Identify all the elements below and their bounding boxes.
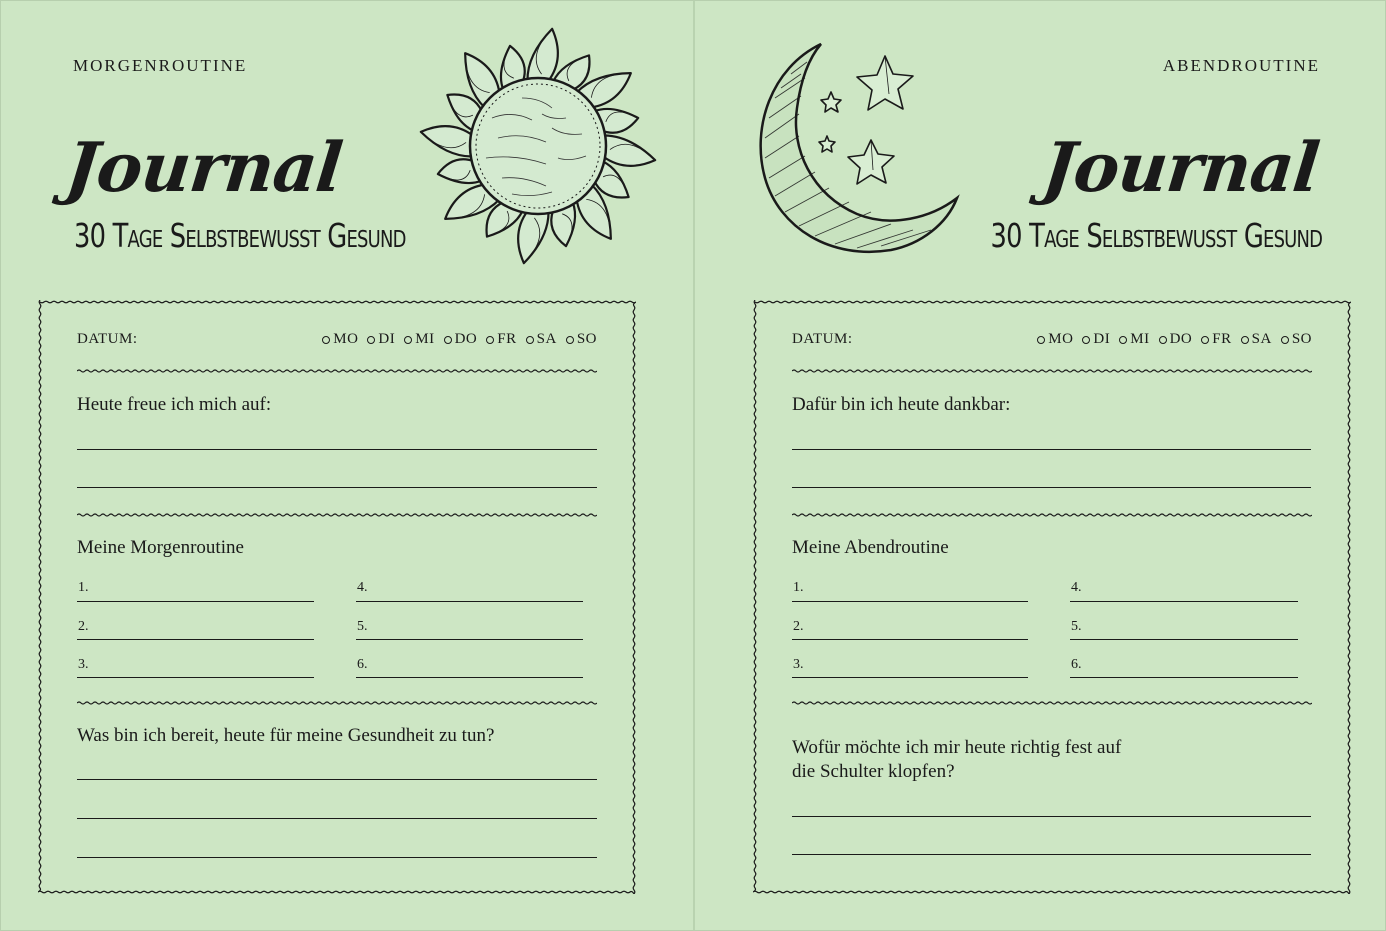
write-line[interactable] bbox=[792, 854, 1311, 855]
write-line[interactable] bbox=[77, 449, 597, 450]
wavy-divider bbox=[792, 366, 1312, 376]
routine-line[interactable] bbox=[356, 639, 583, 640]
day-checkbox-fr[interactable]: FR bbox=[486, 331, 516, 348]
routine-line[interactable] bbox=[1070, 677, 1298, 678]
wavy-divider bbox=[77, 510, 597, 520]
wavy-divider bbox=[792, 510, 1312, 520]
question-health: Was bin ich bereit, heute für meine Gesundheit zu tun? bbox=[77, 725, 495, 746]
day-checkbox-mo[interactable]: MO bbox=[322, 331, 358, 348]
weekday-checkboxes bbox=[322, 331, 597, 348]
routine-line[interactable] bbox=[77, 639, 314, 640]
wavy-frame bbox=[753, 300, 1351, 894]
routine-label: MORGENROUTINE bbox=[73, 56, 248, 75]
routine-number: 2. bbox=[78, 619, 89, 634]
day-checkbox-mi[interactable]: MI bbox=[404, 331, 434, 348]
day-checkbox-sa[interactable]: SA bbox=[1241, 331, 1272, 348]
routine-number: 3. bbox=[793, 657, 804, 672]
evening-page bbox=[693, 0, 1386, 931]
routine-line[interactable] bbox=[77, 677, 314, 678]
write-line[interactable] bbox=[77, 857, 597, 858]
datum-label: DATUM: bbox=[77, 331, 138, 347]
day-checkbox-so[interactable]: SO bbox=[1281, 331, 1312, 348]
routine-number: 6. bbox=[1071, 657, 1082, 672]
subtitle: 30 Tage Selbstbewusst Gesund bbox=[990, 216, 1322, 255]
datum-label: DATUM: bbox=[792, 331, 853, 347]
question-gratitude: Dafür bin ich heute dankbar: bbox=[792, 394, 1011, 415]
routine-number: 1. bbox=[793, 580, 804, 595]
day-checkbox-do[interactable]: DO bbox=[1159, 331, 1193, 348]
moon-stars-icon bbox=[751, 38, 961, 258]
question-line-1: Wofür möchte ich mir heute richtig fest auf bbox=[792, 737, 1122, 758]
routine-number: 4. bbox=[357, 580, 368, 595]
page-gutter bbox=[693, 0, 695, 931]
routine-heading: Meine Morgenroutine bbox=[77, 537, 244, 558]
routine-number: 3. bbox=[78, 657, 89, 672]
routine-line[interactable] bbox=[77, 601, 314, 602]
subtitle: 30 Tage Selbstbewusst Gesund bbox=[74, 216, 406, 255]
routine-line[interactable] bbox=[356, 601, 583, 602]
day-checkbox-fr[interactable]: FR bbox=[1201, 331, 1231, 348]
journal-title: Journal bbox=[61, 128, 346, 208]
wavy-divider bbox=[77, 366, 597, 376]
write-line[interactable] bbox=[792, 487, 1311, 488]
question-pat-on-back bbox=[792, 736, 1121, 784]
routine-number: 6. bbox=[357, 657, 368, 672]
question-look-forward: Heute freue ich mich auf: bbox=[77, 394, 272, 415]
day-checkbox-sa[interactable]: SA bbox=[526, 331, 557, 348]
write-line[interactable] bbox=[77, 818, 597, 819]
day-checkbox-so[interactable]: SO bbox=[566, 331, 597, 348]
wavy-divider bbox=[77, 698, 597, 708]
routine-number: 1. bbox=[78, 580, 89, 595]
day-checkbox-mo[interactable]: MO bbox=[1037, 331, 1073, 348]
day-checkbox-di[interactable]: DI bbox=[1082, 331, 1110, 348]
journal-title: Journal bbox=[1038, 128, 1323, 208]
routine-line[interactable] bbox=[792, 601, 1028, 602]
routine-number: 2. bbox=[793, 619, 804, 634]
write-line[interactable] bbox=[792, 449, 1311, 450]
wavy-frame bbox=[38, 300, 636, 894]
wavy-divider bbox=[792, 698, 1312, 708]
write-line[interactable] bbox=[77, 487, 597, 488]
weekday-checkboxes bbox=[1037, 331, 1312, 348]
routine-line[interactable] bbox=[1070, 601, 1298, 602]
sun-icon bbox=[412, 18, 664, 268]
routine-number: 4. bbox=[1071, 580, 1082, 595]
routine-label: ABENDROUTINE bbox=[1162, 56, 1320, 75]
routine-line[interactable] bbox=[792, 639, 1028, 640]
routine-line[interactable] bbox=[792, 677, 1028, 678]
routine-number: 5. bbox=[357, 619, 368, 634]
write-line[interactable] bbox=[77, 779, 597, 780]
routine-line[interactable] bbox=[356, 677, 583, 678]
routine-heading: Meine Abendroutine bbox=[792, 537, 949, 558]
evening-card bbox=[753, 300, 1351, 894]
question-line-2: die Schulter klopfen? bbox=[792, 761, 955, 782]
day-checkbox-mi[interactable]: MI bbox=[1119, 331, 1149, 348]
write-line[interactable] bbox=[792, 816, 1311, 817]
routine-line[interactable] bbox=[1070, 639, 1298, 640]
day-checkbox-di[interactable]: DI bbox=[367, 331, 395, 348]
morning-card bbox=[38, 300, 636, 894]
day-checkbox-do[interactable]: DO bbox=[444, 331, 478, 348]
routine-number: 5. bbox=[1071, 619, 1082, 634]
